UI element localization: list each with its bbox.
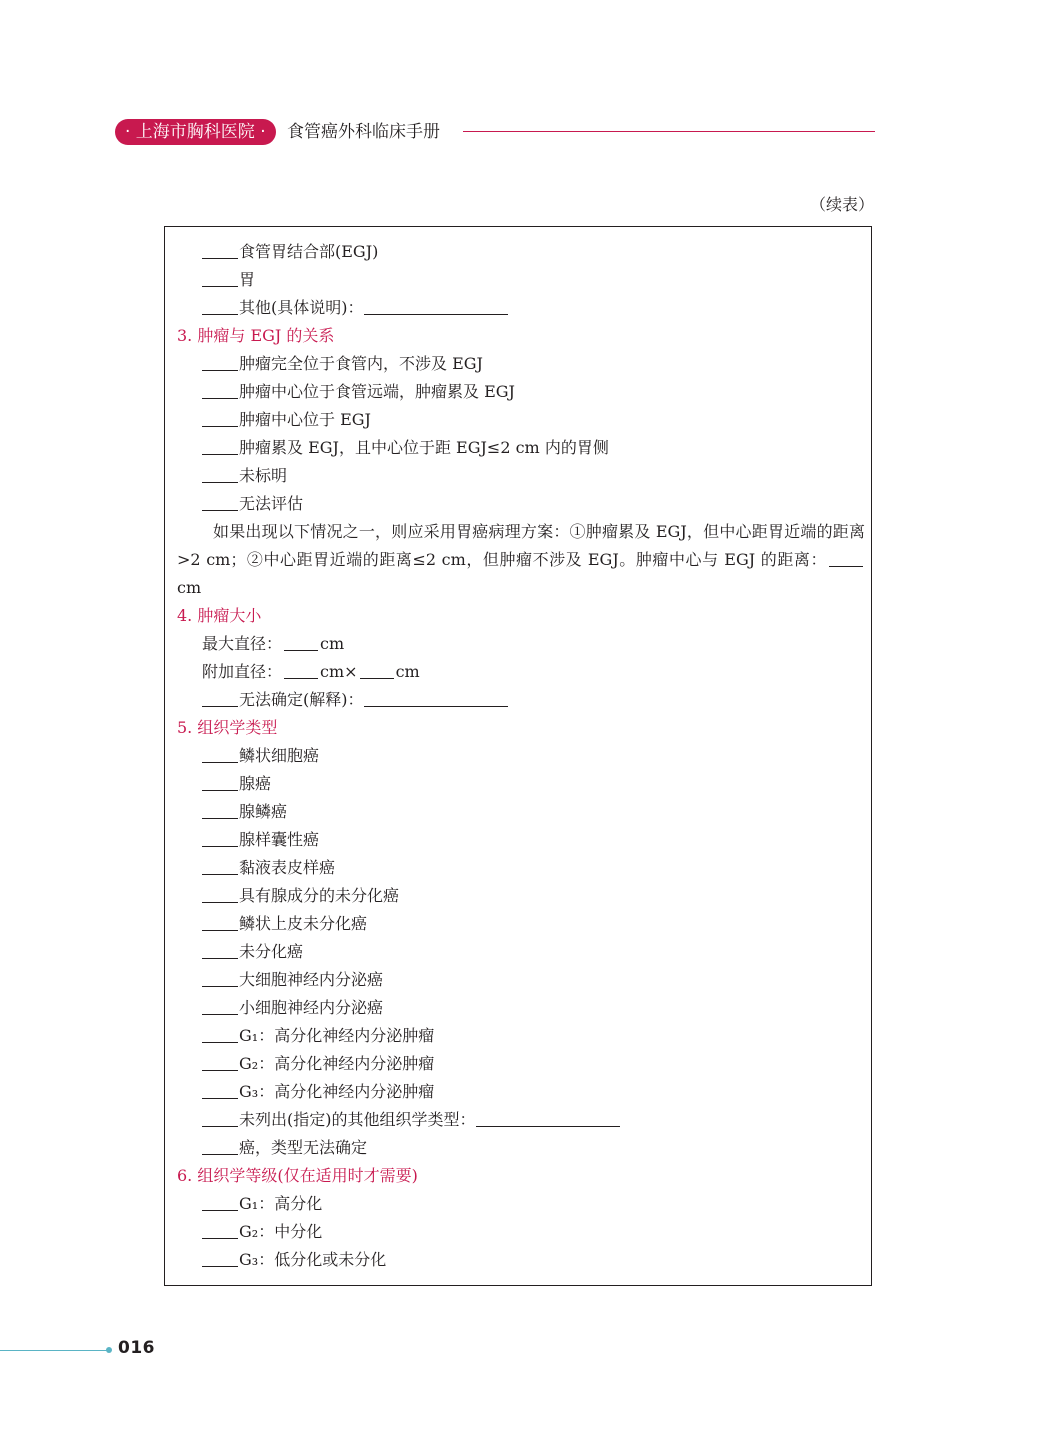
gastric-protocol-note: 如果出现以下情况之一，则应采用胃癌病理方案：①肿瘤累及 EGJ，但中心距胃近端的距离>2 cm；②中心距胃近端的距离≤2 cm，但肿瘤不涉及 EGJ。肿瘤中心与 EGJ 的距离：cm (177, 522, 865, 597)
checklist-item: 黏液表皮样癌 (177, 854, 865, 882)
checklist-item: 腺鳞癌 (177, 798, 865, 826)
check-blank[interactable] (202, 380, 238, 399)
checklist-item: G₂：中分化 (177, 1218, 865, 1246)
check-blank[interactable] (202, 828, 238, 847)
form-content (177, 238, 865, 1274)
check-blank[interactable] (202, 296, 238, 315)
check-blank[interactable] (202, 884, 238, 903)
checklist-item: G₂：高分化神经内分泌肿瘤 (177, 1050, 865, 1078)
max-diameter-row: 最大直径： cm (202, 634, 345, 653)
check-blank[interactable] (202, 800, 238, 819)
checklist-item: 腺样囊性癌 (177, 826, 865, 854)
page-number: 016 (118, 1338, 155, 1358)
check-blank[interactable] (202, 968, 238, 987)
section-6-title: 6. 组织学等级(仅在适用时才需要) (177, 1166, 418, 1185)
continued-label: （续表） (809, 195, 874, 214)
check-blank[interactable] (202, 1136, 238, 1155)
explain-field[interactable] (364, 688, 508, 707)
check-blank[interactable] (202, 1024, 238, 1043)
check-blank[interactable] (202, 1220, 238, 1239)
footer-rule (0, 1350, 108, 1351)
hospital-badge: · 上海市胸科医院 · (115, 119, 276, 145)
check-blank[interactable] (202, 1248, 238, 1267)
checklist-item: G₃：高分化神经内分泌肿瘤 (177, 1078, 865, 1106)
check-blank[interactable] (202, 436, 238, 455)
section-3-title: 3. 肿瘤与 EGJ 的关系 (177, 326, 335, 345)
check-blank[interactable] (202, 268, 238, 287)
check-blank[interactable] (202, 1052, 238, 1071)
section-4-title: 4. 肿瘤大小 (177, 606, 262, 625)
specify-field[interactable] (364, 296, 508, 315)
check-blank[interactable] (202, 772, 238, 791)
checklist-item: 癌，类型无法确定 (177, 1134, 865, 1162)
checklist-item: 未分化癌 (177, 938, 865, 966)
check-blank[interactable] (202, 1080, 238, 1099)
footer-dot (106, 1347, 112, 1353)
header-rule (463, 131, 875, 132)
check-blank[interactable] (202, 352, 238, 371)
extra-diameter-field-2[interactable] (360, 660, 394, 679)
checklist-item: 食管胃结合部(EGJ) (177, 238, 865, 266)
check-blank[interactable] (202, 492, 238, 511)
check-blank[interactable] (202, 464, 238, 483)
check-blank[interactable] (202, 912, 238, 931)
checklist-item: 无法确定(解释)： (177, 686, 865, 714)
distance-field[interactable] (829, 548, 863, 567)
extra-diameter-field-1[interactable] (284, 660, 318, 679)
checklist-item: 未列出(指定)的其他组织学类型： (177, 1106, 865, 1134)
checklist-item: 胃 (177, 266, 865, 294)
checklist-item: 鳞状上皮未分化癌 (177, 910, 865, 938)
checklist-item: 无法评估 (177, 490, 865, 518)
checklist-item: G₁：高分化神经内分泌肿瘤 (177, 1022, 865, 1050)
check-blank[interactable] (202, 1108, 238, 1127)
check-blank[interactable] (202, 240, 238, 259)
extra-diameter-row: 附加直径： cm× cm (202, 662, 420, 681)
checklist-item: 肿瘤中心位于食管远端，肿瘤累及 EGJ (177, 378, 865, 406)
check-blank[interactable] (202, 408, 238, 427)
check-blank[interactable] (202, 1192, 238, 1211)
checklist-item: 鳞状细胞癌 (177, 742, 865, 770)
check-blank[interactable] (202, 688, 238, 707)
running-header (115, 118, 875, 146)
max-diameter-field[interactable] (284, 632, 318, 651)
checklist-item: 大细胞神经内分泌癌 (177, 966, 865, 994)
checklist-item: 肿瘤中心位于 EGJ (177, 406, 865, 434)
check-blank[interactable] (202, 856, 238, 875)
checklist-item: 小细胞神经内分泌癌 (177, 994, 865, 1022)
checklist-item: G₃：低分化或未分化 (177, 1246, 865, 1274)
check-blank[interactable] (202, 996, 238, 1015)
checklist-item: 肿瘤累及 EGJ，且中心位于距 EGJ≤2 cm 内的胃侧 (177, 434, 865, 462)
checklist-item: 具有腺成分的未分化癌 (177, 882, 865, 910)
other-type-field[interactable] (476, 1108, 620, 1127)
checklist-item: 腺癌 (177, 770, 865, 798)
check-blank[interactable] (202, 940, 238, 959)
checklist-item: 未标明 (177, 462, 865, 490)
check-blank[interactable] (202, 744, 238, 763)
checklist-item: 其他(具体说明)： (177, 294, 865, 322)
book-title: 食管癌外科临床手册 (287, 122, 440, 142)
checklist-item: G₁：高分化 (177, 1190, 865, 1218)
section-5-title: 5. 组织学类型 (177, 718, 278, 737)
checklist-item: 肿瘤完全位于食管内，不涉及 EGJ (177, 350, 865, 378)
